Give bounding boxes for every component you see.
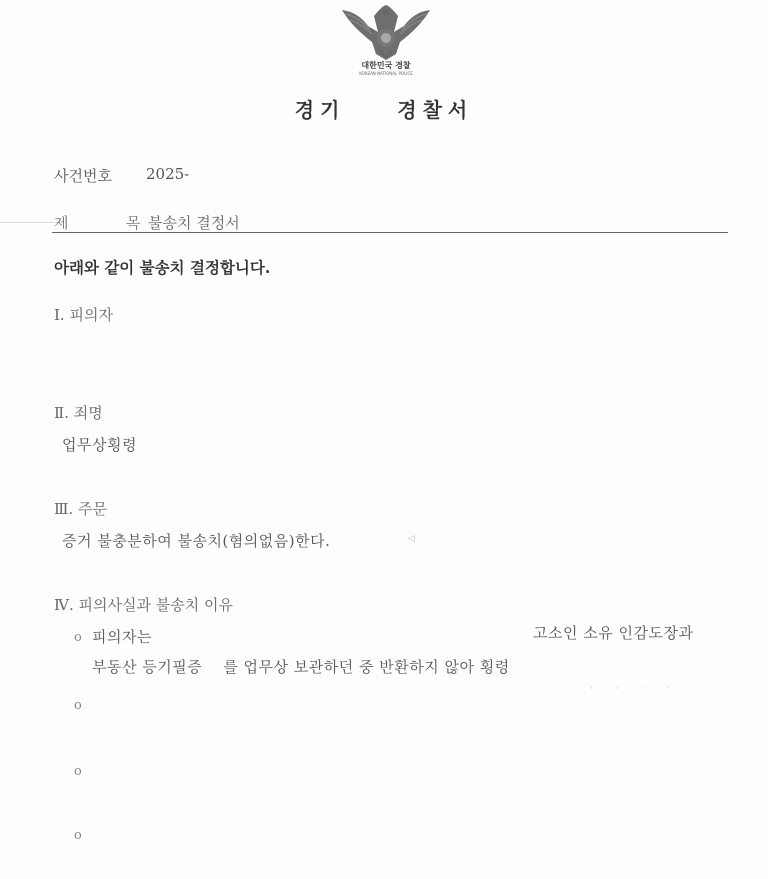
- section-facts-heading: Ⅳ. 피의사실과 불송치 이유: [54, 596, 233, 614]
- police-emblem-logo: [338, 2, 434, 82]
- police-station-title: 경기 경찰서: [294, 98, 474, 122]
- facts-line1-right: 고소인 소유 인감도장과: [533, 624, 694, 642]
- facts-bullet: o: [74, 764, 82, 779]
- facts-line1-left: 피의자는: [92, 628, 152, 646]
- subject-label: 제 목: [54, 214, 157, 232]
- subject-value: 불송치 결정서: [148, 214, 240, 232]
- section-suspect-heading: Ⅰ. 피의자: [54, 306, 113, 324]
- facts-bullet: o: [74, 698, 82, 713]
- facts-line2: 부동산 등기필증 를 업무상 보관하던 중 반환하지 않아 횡령: [92, 658, 510, 676]
- emblem-subcaption: KOREAN NATIONAL POLICE: [359, 71, 413, 76]
- facts-bullet: o: [74, 630, 82, 645]
- scan-artifact-line: [0, 222, 60, 223]
- order-text: 증거 불충분하여 불송치(혐의없음)한다.: [62, 532, 331, 550]
- facts-bullet: o: [74, 828, 82, 843]
- decision-statement: 아래와 같이 불송치 결정합니다.: [54, 258, 271, 277]
- header-divider: [52, 232, 728, 233]
- charge-text: 업무상횡령: [62, 436, 137, 454]
- case-number-value: 2025-: [146, 165, 190, 183]
- case-number-label: 사건번호: [54, 167, 112, 185]
- section-order-heading: Ⅲ. 주문: [54, 500, 107, 518]
- scan-artifact-dots: · · · ·: [590, 684, 681, 694]
- section-charge-heading: Ⅱ. 죄명: [54, 404, 103, 422]
- emblem-caption: 대한민국 경찰: [361, 61, 411, 70]
- scan-speck: ◁: [408, 534, 415, 544]
